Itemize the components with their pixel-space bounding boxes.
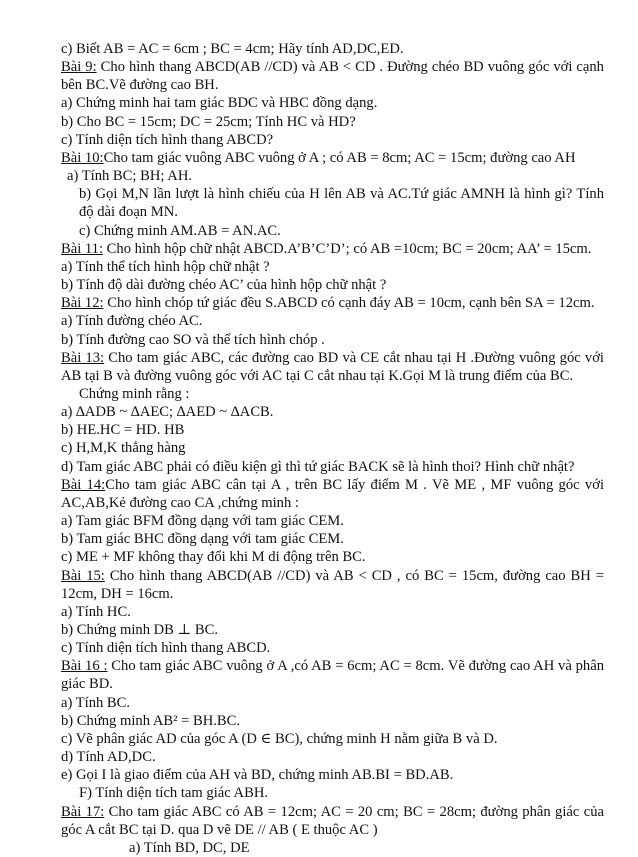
problem-12-title: Bài 12: (61, 295, 104, 312)
problem-16-title: Bài 16 : (61, 658, 108, 675)
line-19: b) HE.HC = HD. HB (61, 422, 185, 439)
line-31: a) Tính BC. (61, 694, 131, 711)
line-38: a) Tính BD, DC, DE (129, 839, 250, 856)
problem-11-title: Bài 11: (61, 240, 104, 257)
line-15: b) Tính đường cao SO và thể tích hình chóp . (61, 331, 325, 348)
line-3: a) Chứng minh hai tam giác BDC và HBC đồng dạng. (61, 95, 378, 112)
line-21: d) Tam giác ABC phải có điều kiện gì thì tứ giác BACK sẽ là hình thoi? Hình chữ nhật? (61, 458, 575, 475)
line-36: F) Tính diện tích tam giác ABH. (79, 785, 269, 802)
line-14: a) Tính đường chéo AC. (61, 313, 203, 330)
problem-14-text: Cho tam giác ABC cân tại A , trên BC lấy điểm M . Vẽ ME , MF vuông góc với AC,AB,Kẻ đường cao CA ,chứng minh : (61, 476, 604, 511)
line-33: c) Vẽ phân giác AD của góc A (D ∈ BC), chứng minh H nằm giữa B và D. (61, 730, 498, 747)
line-9: c) Chứng minh AM.AB = AN.AC. (79, 222, 281, 239)
line-24: b) Tam giác BHC đồng dạng với tam giác CEM. (61, 531, 344, 548)
problem-14-heading (61, 476, 604, 512)
problem-13-title: Bài 13: (61, 349, 105, 366)
problem-11-text: Cho hình hộp chữ nhật ABCD.A’B’C’D’; có AB =10cm; BC = 20cm; AA’ = 15cm. (103, 240, 592, 257)
line-27: a) Tính HC. (61, 603, 131, 620)
line-5: c) Tính diện tích hình thang ABCD? (61, 131, 274, 148)
problem-15-text: Cho hình thang ABCD(AB //CD) và AB < CD , có BC = 15cm, đường cao BH = 12cm, DH = 16cm. (61, 567, 604, 602)
line-23: a) Tam giác BFM đồng dạng với tam giác CEM. (61, 513, 344, 530)
problem-9-heading (61, 58, 604, 94)
problem-10-title: Bài 10: (61, 149, 104, 166)
line-29: c) Tính diện tích hình thang ABCD. (61, 640, 271, 657)
problem-9-text: Cho hình thang ABCD(AB //CD) và AB < CD . Đường chéo BD vuông góc với cạnh bên BC.Vẽ đường cao BH. (61, 59, 604, 94)
line-17: Chứng minh rằng : (79, 385, 190, 402)
problem-12-heading (61, 294, 604, 312)
line-4: b) Cho BC = 15cm; DC = 25cm; Tính HC và HD? (61, 113, 356, 130)
problem-16-heading (61, 657, 604, 693)
problem-17-text: Cho tam giác ABC có AB = 12cm; AC = 20 cm; BC = 28cm; đường phân giác của góc A cắt BC tại D. qua D vẽ DE // AB ( E thuộc AC ) (61, 803, 604, 838)
problem-10-text: Cho tam giác vuông ABC vuông ở A ; có AB = 8cm; AC = 15cm; đường cao AH (103, 149, 576, 166)
problem-17-heading (61, 803, 604, 839)
line-35: e) Gọi I là giao điểm của AH và BD, chứng minh AB.BI = BD.AB. (61, 767, 454, 784)
problem-14-title: Bài 14: (61, 476, 106, 493)
line-7: a) Tính BC; BH; AH. (67, 168, 193, 185)
problem-12-text: Cho hình chóp tứ giác đều S.ABCD có cạnh đáy AB = 10cm, cạnh bên SA = 12cm. (103, 295, 595, 312)
line-28: b) Chứng minh DB ⊥ BC. (61, 622, 219, 638)
line-8: b) Gọi M,N lần lượt là hình chiếu của H lên AB và AC.Tứ giác AMNH là hình gì? Tính độ dài đoạn MN. (79, 186, 604, 221)
problem-16-text: Cho tam giác ABC vuông ở A ,có AB = 6cm; AC = 8cm. Vẽ đường cao AH và phân giác BD. (61, 658, 604, 693)
problem-10-heading (61, 149, 604, 167)
problem-15-title: Bài 15: (61, 567, 105, 584)
problem-13-heading (61, 349, 604, 385)
line-12: b) Tính độ dài đường chéo AC’ của hình hộp chữ nhật ? (61, 277, 387, 294)
line-34: d) Tính AD,DC. (61, 749, 156, 766)
problem-11-heading (61, 240, 604, 258)
problem-9-title: Bài 9: (61, 59, 97, 76)
line-1: c) Biết AB = AC = 6cm ; BC = 4cm; Hãy tính AD,DC,ED. (61, 41, 404, 57)
line-20: c) H,M,K thẳng hàng (61, 440, 186, 457)
line-32: b) Chứng minh AB² = BH.BC. (61, 712, 241, 729)
line-11: a) Tính thể tích hình hộp chữ nhật ? (61, 258, 270, 275)
problem-17-title: Bài 17: (61, 803, 105, 820)
problem-15-heading (61, 567, 604, 603)
line-18: a) ∆ADB ~ ∆AEC; ∆AED ~ ∆ACB. (61, 404, 274, 421)
line-25: c) ME + MF không thay đổi khi M di động trên BC. (61, 549, 366, 566)
problem-13-text: Cho tam giác ABC, các đường cao BD và CE cắt nhau tại H .Đường vuông góc với AB tại B và đường vuông góc với AC tại C cắt nhau tại K.Gọi M là trung điểm của BC. (61, 349, 604, 384)
